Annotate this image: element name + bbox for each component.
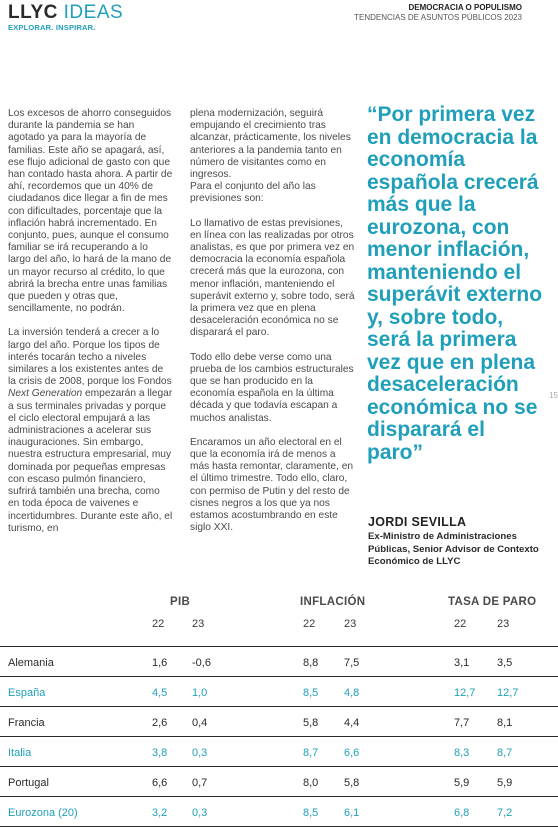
country-name: Alemania	[8, 657, 54, 669]
table-cell: 6,6	[152, 777, 168, 789]
table-row	[0, 646, 558, 677]
country-name: Francia	[8, 717, 45, 729]
table-cell: 1,6	[152, 657, 168, 669]
table-cell: 5,9	[454, 777, 470, 789]
pull-quote: “Por primera vez en democracia la economía española crecerá más que la eurozona, con menor inflación, manteniendo el superávit externo y, sobre todo, será la primera vez que en plena desaceleración económica no se disparará el paro”	[367, 103, 543, 464]
table-cell: 7,5	[344, 657, 360, 669]
header-tasa-paro: TASA DE PARO	[448, 596, 537, 608]
page-header	[354, 3, 522, 22]
table-cell: 4,8	[344, 687, 360, 699]
table-cell: 0,7	[192, 777, 208, 789]
text-column-2	[190, 108, 355, 547]
table-cell: 8,0	[303, 777, 319, 789]
paragraph: plena modernización, seguirá empujando el crecimiento tras alcanzar, prácticamente, los niveles anteriores a la pandemia tanto en número de visitantes como en ingresos.	[190, 108, 351, 181]
forecast-table	[0, 588, 558, 827]
table-cell: 6,1	[344, 807, 360, 819]
table-cell: 8,3	[454, 747, 470, 759]
table-cell: 12,7	[454, 687, 476, 699]
table-cell: 0,3	[192, 807, 208, 819]
paragraph: Todo ello debe verse como una prueba de los cambios estructurales que se han producido en la economía española en la última década y que todavía escapan a muchos analistas.	[190, 351, 354, 424]
year-header: 23	[344, 618, 357, 630]
table-cell: 3,1	[454, 657, 470, 669]
table-cell: 7,7	[454, 717, 470, 729]
paragraph: Encaramos un año electoral en el que la economía irá de menos a más hasta remontar, claramente, en el último trimestre. Todo ello, claro, con permiso de Putin y del resto de cisnes negros a los que ya nos estamos acostumbrando en este siglo XXI.	[190, 436, 354, 534]
country-name: Italia	[8, 747, 32, 759]
table-cell: 7,2	[497, 807, 513, 819]
table-cell: 6,8	[454, 807, 470, 819]
quote-author	[368, 515, 548, 569]
year-header: 22	[303, 618, 316, 630]
table-row	[0, 767, 558, 797]
paragraph: Lo llamativo de estas previsiones, en línea con las realizadas por otros analistas, es que por primera vez en democracia la economía española crecerá más que la eurozona, con menor inflación, manteniendo el superávit externo y, sobre todo, será la primera vez que en plena desaceleración económica no se disparará el paro.	[190, 217, 355, 339]
country-name: Portugal	[8, 777, 49, 789]
year-header: 22	[454, 618, 467, 630]
logo: LLYC IDEAS	[8, 2, 124, 23]
table-cell: 5,9	[497, 777, 513, 789]
table-cell: 8,8	[303, 657, 319, 669]
table-cell: 12,7	[497, 687, 519, 699]
text-column-1	[8, 108, 173, 547]
year-header: 23	[497, 618, 510, 630]
header-pib: PIB	[170, 596, 191, 608]
table-cell: 4,5	[152, 687, 168, 699]
year-header: 22	[152, 618, 165, 630]
country-name: Eurozona (20)	[8, 807, 78, 819]
table-header	[0, 588, 558, 646]
table-row	[0, 707, 558, 737]
paragraph: La inversión tenderá a crecer a lo largo del año. Porque los tipos de interés tocarán techo a niveles similares a los existentes antes de la crisis de 2008, porque los Fondos Next Generation empezarán a llegar a sus terminales privadas y porque el ciclo electoral empujará a las administraciones a acelerar sus inauguraciones. Sin embargo, nuestra estructura empresarial, muy dominada por pequeñas empresas con escaso pulmón financiero, sufrirá también una brecha, como en toda época de vaivenes e incertidumbres. Durante este año, el turismo, en	[8, 327, 173, 534]
table-cell: 8,5	[303, 687, 319, 699]
paragraph: Los excesos de ahorro conseguidos durante la pandemia se han agotado ya para la mayoría de familias. Este año se apagará, así, ese flujo adicional de gasto con que han contado hasta ahora. A partir de ahí, recordemos que un 40% de ciudadanos dice llegar a fin de mes con dificultades, porcentaje que la inflación habrá incrementado. En conjunto, pues, aunque el consumo familiar se irá recuperando a lo largo del año, lo hará de la mano de un mayor recurso al crédito, lo que abrirá la brecha entre unas familias que pueden y otras que, sencillamente, no podrán.	[8, 108, 173, 315]
author-role: Ex-Ministro de Administraciones Públicas, Senior Advisor de Contexto Económico de LLYC	[368, 531, 539, 567]
table-row	[0, 677, 558, 707]
table-cell: -0,6	[192, 657, 211, 669]
logo-tagline: EXPLORAR. INSPIRAR.	[8, 23, 96, 32]
table-cell: 3,5	[497, 657, 513, 669]
table-body	[0, 646, 558, 827]
table-cell: 4,4	[344, 717, 360, 729]
table-cell: 8,1	[497, 717, 513, 729]
table-cell: 8,5	[303, 807, 319, 819]
table-cell: 8,7	[497, 747, 513, 759]
table-cell: 8,7	[303, 747, 319, 759]
page-number: 15	[549, 391, 558, 400]
header-inflacion: INFLACIÓN	[300, 596, 366, 608]
paragraph: Para el conjunto del año las previsiones son:	[190, 181, 316, 205]
table-cell: 5,8	[303, 717, 319, 729]
table-row	[0, 737, 558, 767]
table-cell: 6,6	[344, 747, 360, 759]
table-cell: 2,6	[152, 717, 168, 729]
table-cell: 1,0	[192, 687, 208, 699]
table-cell: 5,8	[344, 777, 360, 789]
section-title: DEMOCRACIA O POPULISMO	[408, 3, 522, 12]
country-name: España	[8, 687, 46, 699]
table-cell: 3,8	[152, 747, 168, 759]
table-row	[0, 797, 558, 827]
author-name: JORDI SEVILLA	[368, 515, 467, 529]
table-cell: 0,4	[192, 717, 208, 729]
year-header: 23	[192, 618, 205, 630]
table-cell: 3,2	[152, 807, 168, 819]
table-cell: 0,3	[192, 747, 208, 759]
section-subtitle: TENDENCIAS DE ASUNTOS PÚBLICOS 2023	[354, 13, 522, 22]
